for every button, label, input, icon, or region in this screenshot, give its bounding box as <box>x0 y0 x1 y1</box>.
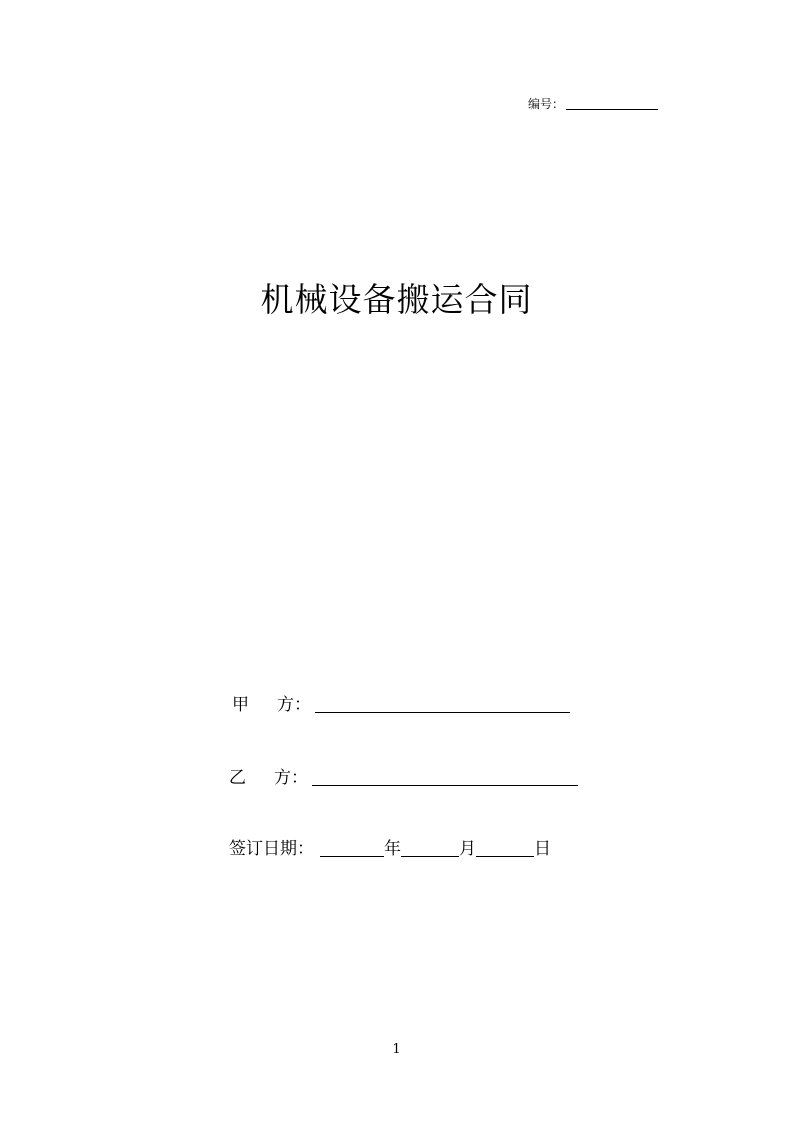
serial-number-label: 编号： <box>528 97 565 111</box>
party-a-label-char2: 方： <box>277 695 311 715</box>
serial-number-blank <box>566 108 658 110</box>
sign-date-label: 签订日期： <box>229 839 314 859</box>
sign-date-year-blank <box>320 855 384 857</box>
sign-date-field <box>229 838 551 860</box>
sign-date-month-blank <box>401 855 459 857</box>
party-b-label-char1: 乙 <box>229 768 246 788</box>
sign-date-day-blank <box>476 855 534 857</box>
party-a-blank <box>315 711 570 713</box>
party-a-field <box>232 694 570 716</box>
contract-title: 机械设备搬运合同 <box>260 280 533 319</box>
party-a-label-char1: 甲 <box>232 695 249 715</box>
sign-date-month-label: 月 <box>459 839 476 859</box>
serial-number-field <box>528 96 658 112</box>
party-b-blank <box>312 784 578 786</box>
party-b-field <box>229 767 578 789</box>
page-number: 1 <box>392 1042 401 1057</box>
sign-date-day-label: 日 <box>534 839 551 859</box>
sign-date-year-label: 年 <box>384 839 401 859</box>
party-b-label-char2: 方： <box>274 768 308 788</box>
